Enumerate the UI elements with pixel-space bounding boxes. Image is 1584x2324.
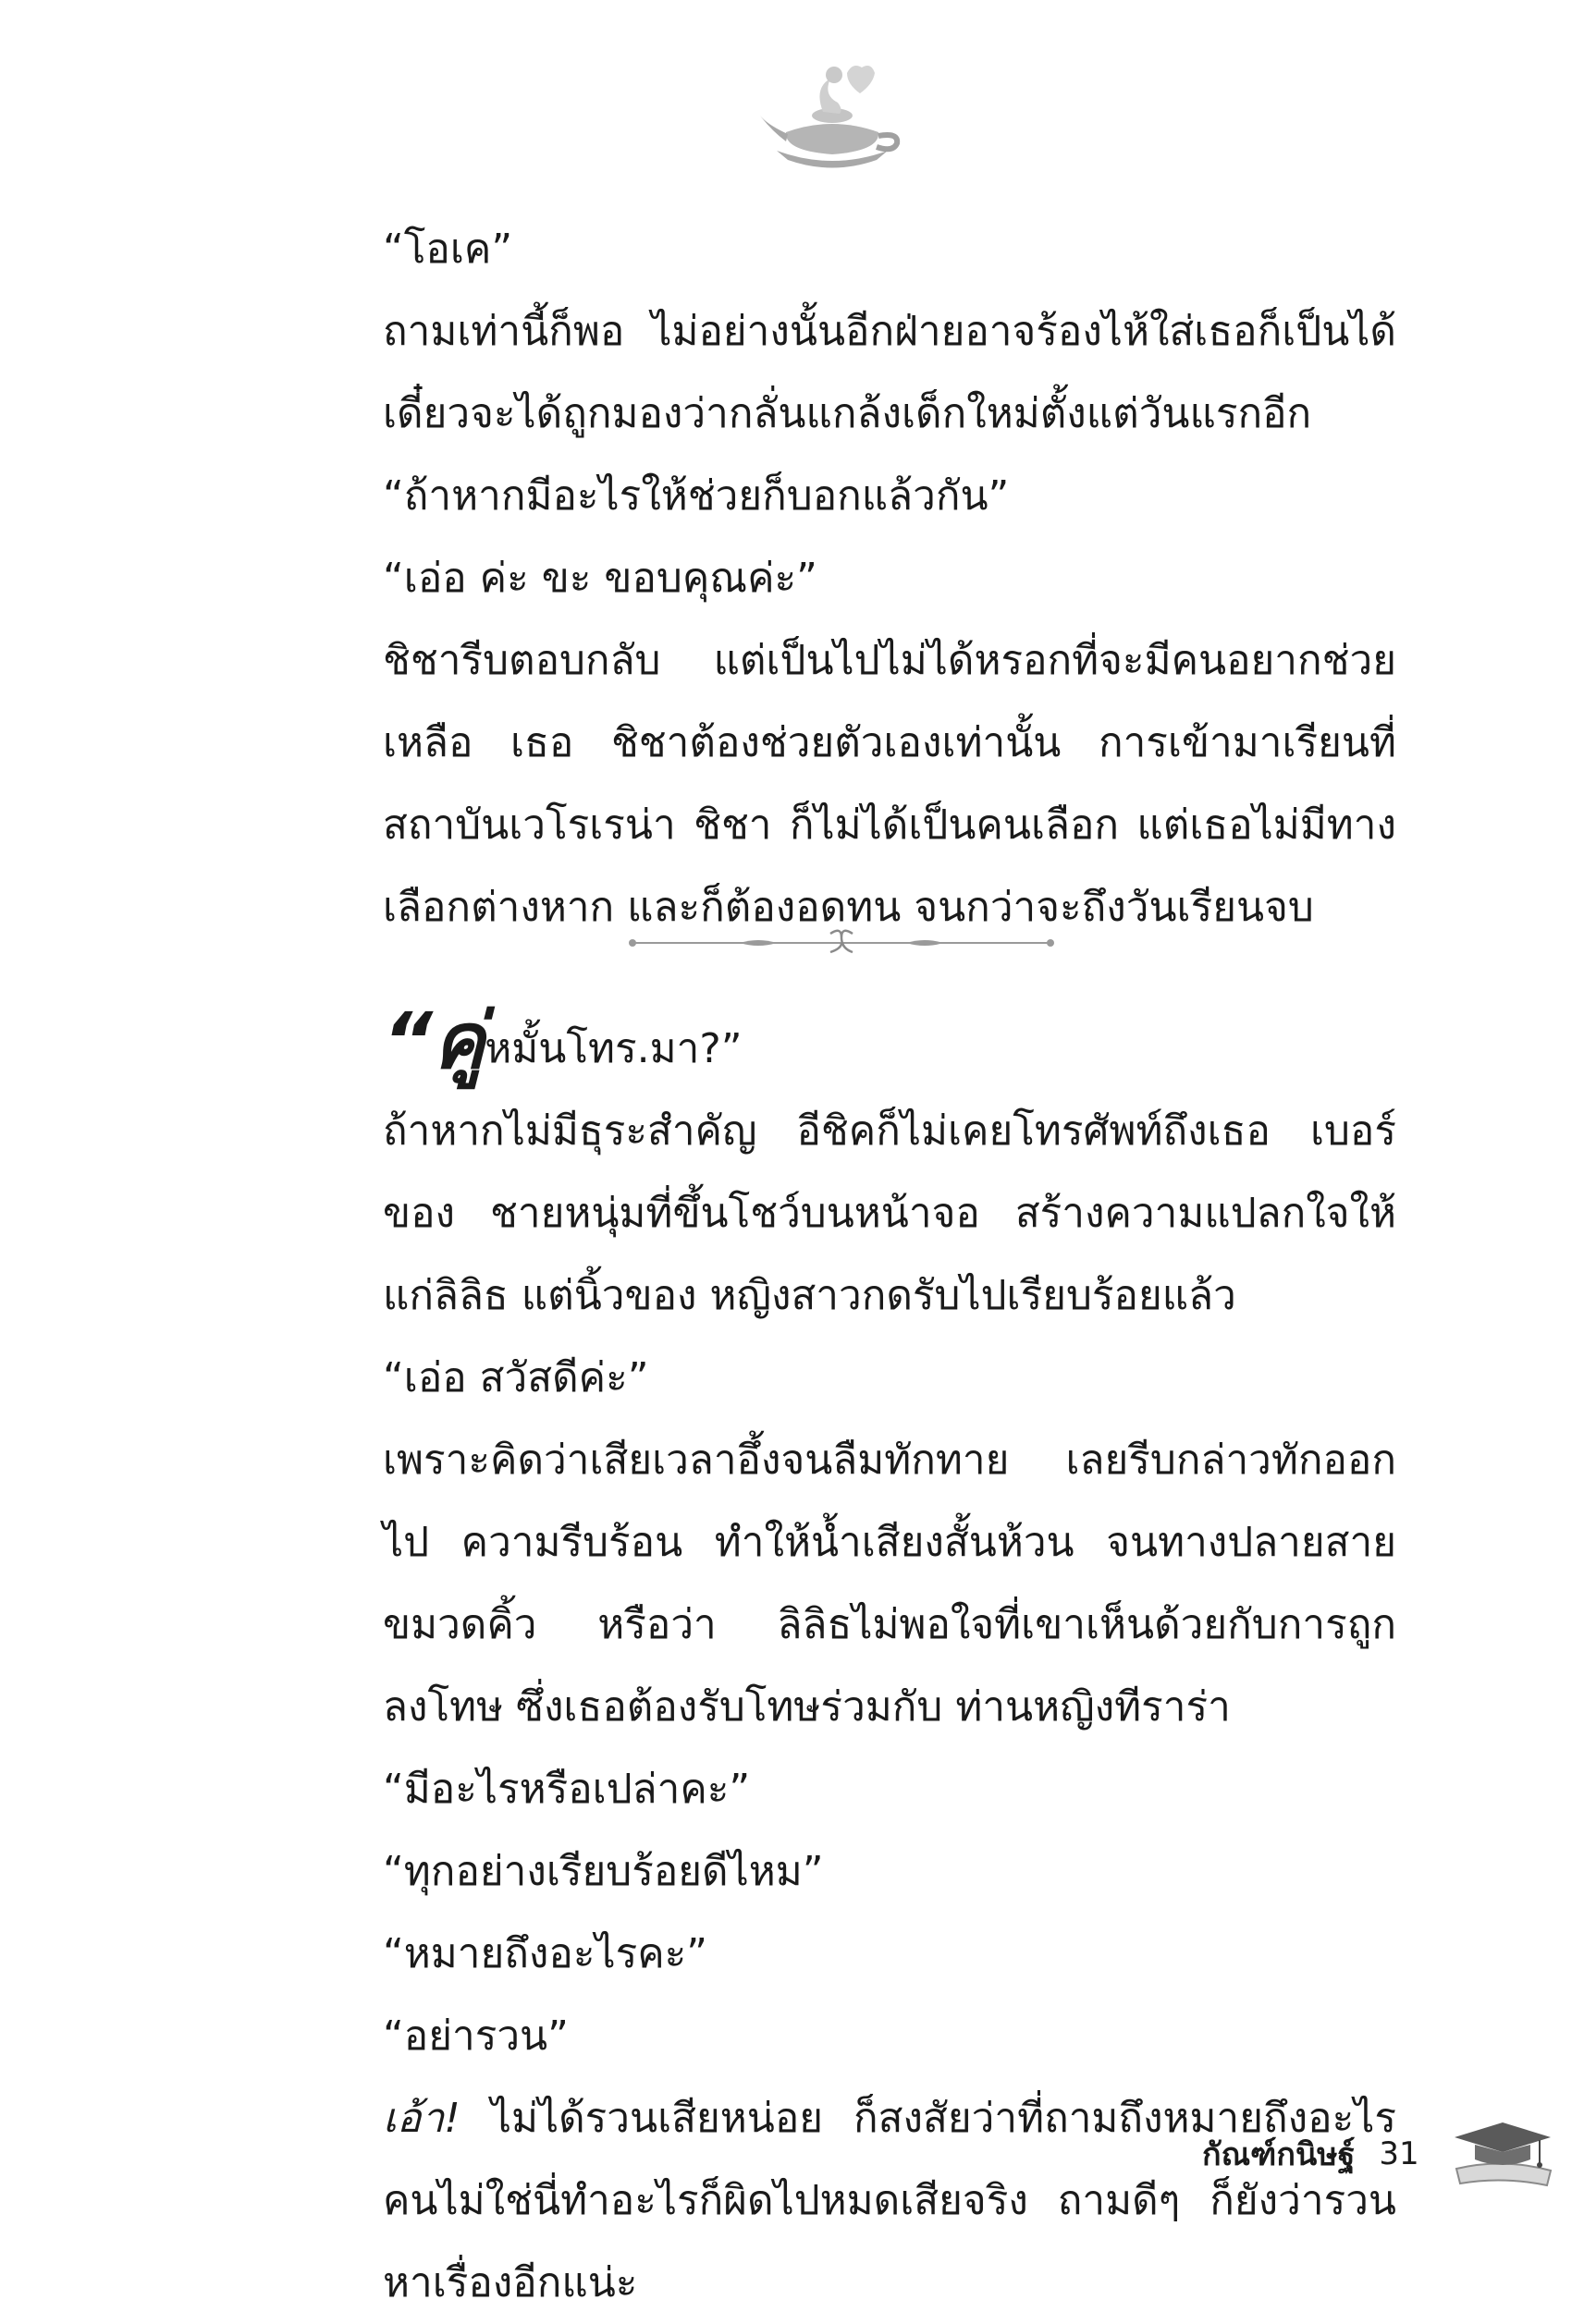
- dialogue-line: “มีอะไรหรือเปล่าคะ”: [383, 1766, 751, 1813]
- section-1: [274, 208, 1396, 948]
- paragraph: ชิชารีบตอบกลับ แต่เป็นไปไม่ได้หรอกที่จะมีคนอยากช่วยเหลือ เธอ ชิชาต้องช่วยตัวเองเท่านั้น การเข้ามาเรียนที่สถาบันเวโรเรน่า ชิชา ก็ไม่ได้เป็นคนเลือก แต่เธอไม่มีทางเลือกต่างหาก และก็ต้องอดทน จนกว่าจะถึงวันเรียนจบ: [383, 637, 1396, 931]
- page-footer: [1202, 2117, 1558, 2191]
- dialogue-line: “โอเค”: [383, 226, 513, 273]
- paragraph-rest: ไม่ได้รวนเสียหน่อย ก็สงสัยว่าที่ถามถึงหมายถึงอะไร คนไม่ใช่นี่ทำอะไรก็ผิดไปหมดเสียจริง ถามดีๆ ก็ยังว่ารวนหาเรื่องอีกแน่ะ: [383, 2095, 1396, 2306]
- dialogue-line: “หมายถึงอะไรคะ”: [383, 1930, 708, 1977]
- opening-rest: หมั้นโทร.มา?”: [485, 1025, 743, 1072]
- genie-lamp-heart-icon: [758, 51, 906, 176]
- dialogue-line: “เอ่อ ค่ะ ขะ ขอบคุณค่ะ”: [383, 555, 817, 602]
- paragraph: ถามเท่านี้ก็พอ ไม่อย่างนั้นอีกฝ่ายอาจร้องไห้ใส่เธอก็เป็นได้ เดี๋ยวจะได้ถูกมองว่ากลั่นแกล้งเด็กใหม่ตั้งแต่วันแรกอีก: [383, 308, 1396, 437]
- drop-cap: “คู่: [383, 996, 485, 1086]
- dialogue-line: “ถ้าหากมีอะไรให้ช่วยก็บอกแล้วกัน”: [383, 472, 1010, 520]
- emphasis: เอ้า!: [383, 2095, 460, 2142]
- paragraph: [274, 2077, 1396, 2324]
- chapter-opening: [274, 996, 1396, 1090]
- book-title: กัณฑ์กนิษฐ์: [1202, 2136, 1356, 2173]
- page-number: 31: [1379, 2135, 1419, 2172]
- dialogue-line: “เอ่อ สวัสดีค่ะ”: [383, 1354, 649, 1401]
- dialogue-line: “ทุกอย่างเรียบร้อยดีไหม”: [383, 1848, 824, 1895]
- dialogue-line: “อย่ารวน”: [383, 2012, 569, 2060]
- scroll-ornament-divider-icon: [629, 924, 1054, 961]
- graduation-cap-diploma-icon: [1447, 2117, 1558, 2191]
- paragraph: ถ้าหากไม่มีธุระสำคัญ อีชิคก็ไม่เคยโทรศัพท์ถึงเธอ เบอร์ของ ชายหนุ่มที่ขึ้นโชว์บนหน้าจอ สร้างความแปลกใจให้แก่ลิลิธ แต่นิ้วของ หญิงสาวกดรับไปเรียบร้อยแล้ว: [383, 1107, 1396, 1319]
- paragraph: เพราะคิดว่าเสียเวลาอึ้งจนลืมทักทาย เลยรีบกล่าวทักออกไป ความรีบร้อน ทำให้น้ำเสียงสั้นห้วน จนทางปลายสายขมวดคิ้ว หรือว่า ลิลิธไม่พอใจที่เขาเห็นด้วยกับการถูกลงโทษ ซึ่งเธอต้องรับโทษร่วมกับ ท่านหญิงทีราร่า: [383, 1437, 1396, 1731]
